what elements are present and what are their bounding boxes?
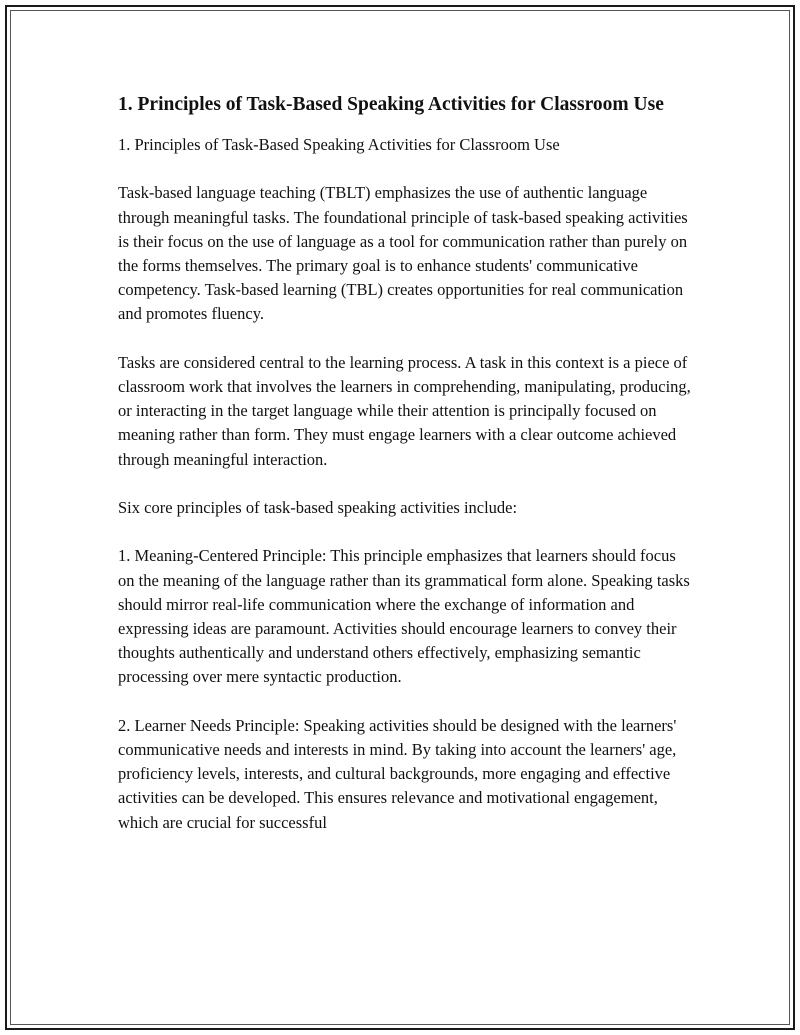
paragraph-tblt-overview: Task-based language teaching (TBLT) emphasizes the use of authentic language through meaningful tasks. The foundational principle of task-based speaking activities is their focus on the use of language as a tool for communication rather than purely on the forms themselves. The primary goal is to enhance students' communicative competency. Task-based learning (TBL) creates opportunities for real communication and promotes fluency. [118, 183, 688, 324]
section-subtitle: 1. Principles of Task-Based Speaking Activities for Classroom Use [118, 135, 560, 154]
section-heading: 1. Principles of Task-Based Speaking Activities for Classroom Use [118, 94, 664, 115]
paragraph-tasks-central: Tasks are considered central to the learning process. A task in this context is a piece of classroom work that involves the learners in comprehending, manipulating, producing, or interacting in the target language while their attention is principally focused on meaning rather than form. They must engage learners with a clear outcome achieved through meaningful interaction. [118, 352, 691, 469]
document-body [118, 91, 693, 859]
paragraph-core-principles-intro: Six core principles of task-based speaking activities include: [118, 498, 518, 517]
paragraph-meaning-centered-principle: 1. Meaning-Centered Principle: This principle emphasizes that learners should focus on the meaning of the language rather than its grammatical form alone. Speaking tasks should mirror real-life communication where the exchange of information and expressing ideas are paramount. Activities should encourage learners to convey their thoughts authentically and understand others effectively, emphasizing semantic processing over mere syntactic production. [118, 546, 690, 687]
paragraph-learner-needs-principle: 2. Learner Needs Principle: Speaking activities should be designed with the learners' communicative needs and interests in mind. By taking into account the learners' age, proficiency levels, interests, and cultural backgrounds, more engaging and effective activities can be developed. This ensures relevance and motivational engagement, which are crucial for successful [118, 715, 677, 832]
